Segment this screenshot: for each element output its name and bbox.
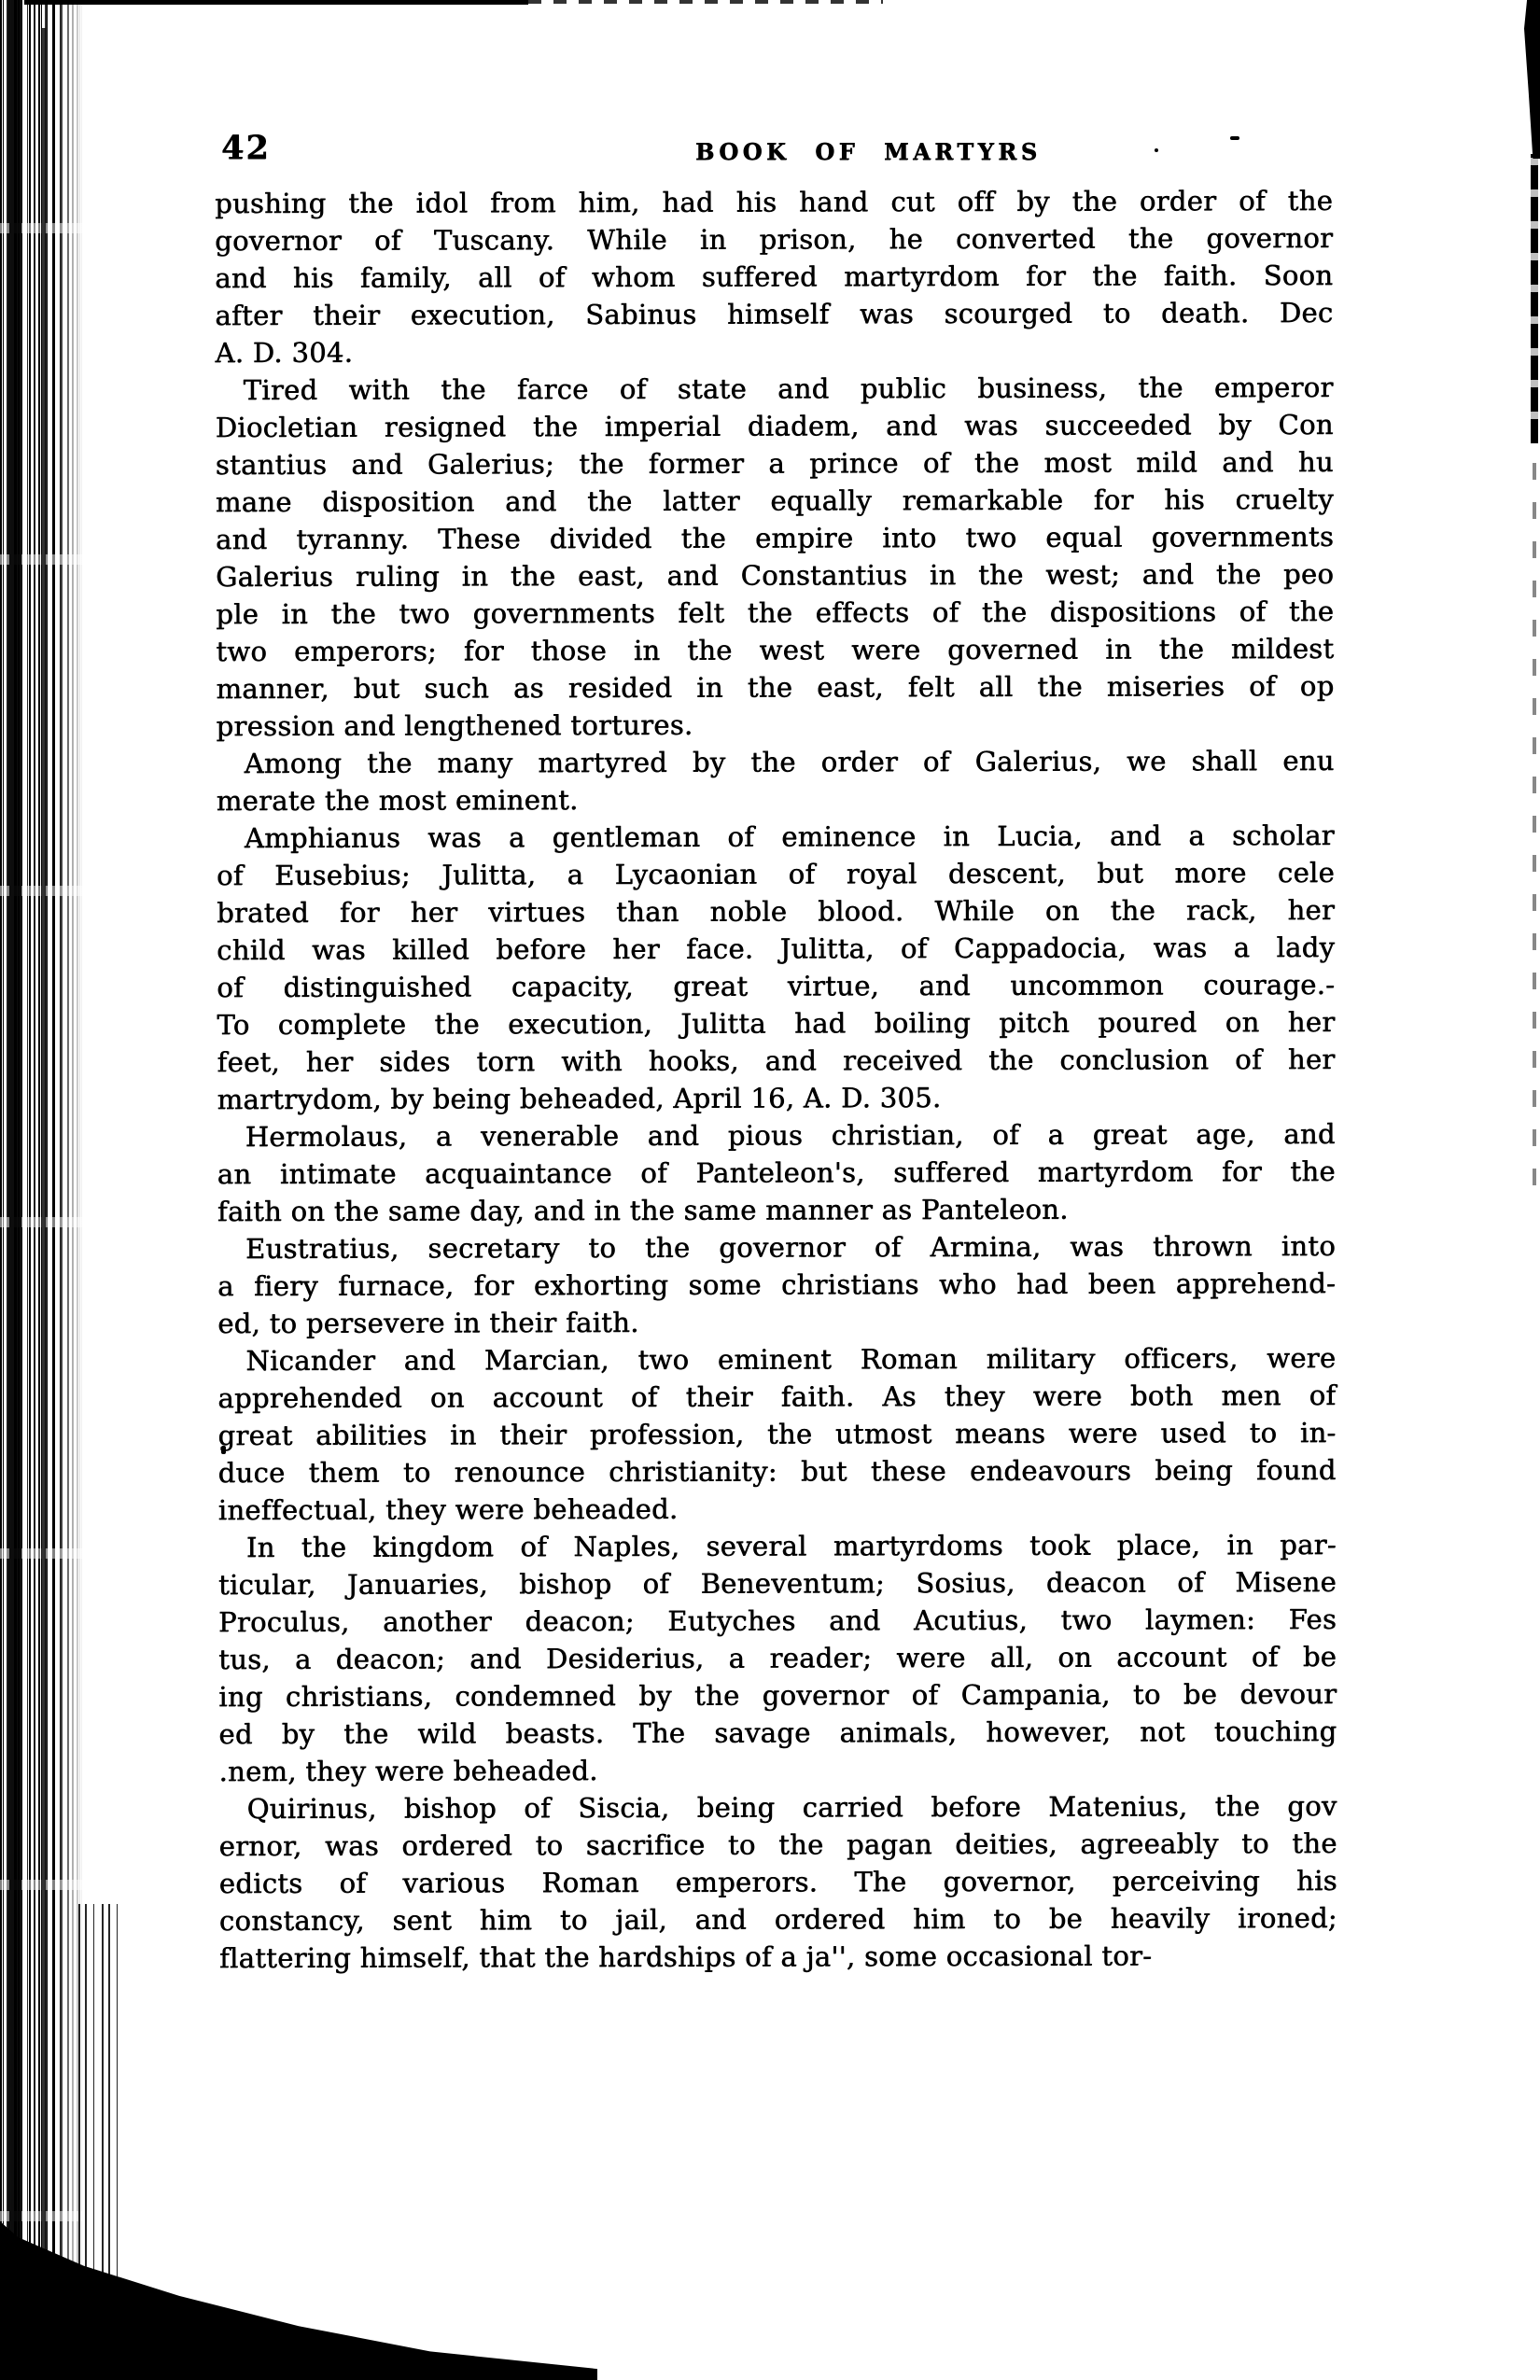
ink-speck: [1230, 136, 1239, 140]
text-line: ed, to persevere in their faith.: [217, 1306, 639, 1339]
text-line: merate the most eminent.: [216, 783, 579, 817]
paragraph: [217, 1115, 1336, 1230]
paragraph: [219, 1787, 1338, 1977]
text-line: brated for her virtues than noble blood. While on the rack, her: [216, 893, 1336, 929]
text-line: A. D. 304.: [215, 336, 354, 369]
text-line: Eustratius, secretary to the governor of Armina, was thrown into: [245, 1229, 1337, 1265]
text-line: tus, a deacon; and Desiderius, a reader; were all, on account of be: [218, 1640, 1337, 1675]
text-line: .nem, they were beheaded.: [218, 1754, 598, 1787]
text-line: governor of Tuscany. While in prison, he converted the governor: [215, 221, 1334, 257]
text-line: child was killed before her face. Julitta, of Cappadocia, was a lady: [217, 931, 1336, 966]
text-line: ed by the wild beasts. The savage animals, however, not touching: [218, 1715, 1337, 1750]
text-line: pression and lengthened tortures.: [216, 708, 693, 742]
text-line: Galerius ruling in the east, and Constantius in the west; and the peo: [216, 557, 1335, 593]
paragraph: [217, 817, 1336, 1118]
ink-speck: [1155, 148, 1158, 152]
text-line: edicts of various Roman emperors. The governor, perceiving his: [218, 1864, 1337, 1899]
text-line: Proculus, another deacon; Eutyches and Acutius, two laymen: Fes: [217, 1603, 1337, 1638]
page-text: [215, 182, 1337, 1977]
text-line: manner, but such as resided in the east, felt all the miseries of op: [216, 669, 1335, 705]
running-header-title: BOOK OF MARTYRS: [695, 138, 1042, 165]
text-line: Nicander and Marcian, two eminent Roman military officers, were: [245, 1341, 1337, 1377]
text-line: faith on the same day, and in the same manner as Panteleon.: [217, 1193, 1069, 1227]
scan-gutter-streak: [41, 28, 46, 2361]
paragraph: [217, 1227, 1336, 1342]
text-line: and his family, all of whom suffered martyrdom for the faith. Soon: [215, 259, 1334, 294]
text-line: apprehended on account of their faith. As they were both men of: [217, 1379, 1337, 1414]
text-line: Quirinus, bishop of Siscia, being carried before Matenius, the gov: [246, 1789, 1337, 1825]
paragraph: [215, 182, 1334, 371]
text-line: an intimate acquaintance of Panteleon's, suffered martyrdom for the: [217, 1155, 1336, 1190]
text-line: Among the many martyred by the order of Galerius, we shall enu: [244, 744, 1335, 779]
text-line: Diocletian resigned the imperial diadem, and was succeeded by Con: [215, 408, 1334, 443]
scan-gutter-texture-lower: [78, 1904, 123, 2315]
text-line: pushing the idol from him, had his hand cut off by the order of the: [215, 184, 1334, 219]
text-line: Amphianus was a gentleman of eminence in Lucia, and a scholar: [244, 819, 1335, 854]
text-line: two emperors; for those in the west were governed in the mildest: [216, 632, 1335, 667]
text-line: To complete the execution, Julitta had boiling pitch poured on her: [217, 1005, 1336, 1041]
text-line: after their execution, Sabinus himself was scourged to death. Dec: [215, 296, 1334, 331]
text-line: ineffectual, they were beheaded.: [217, 1492, 679, 1526]
scan-gutter-streak: [9, 0, 21, 2380]
text-line: ple in the two governments felt the effects of the dispositions of the: [216, 595, 1335, 630]
text-line: stantius and Galerius; the former a prince of the most mild and hu: [215, 445, 1334, 481]
text-line: feet, her sides torn with hooks, and received the conclusion of her: [217, 1043, 1336, 1078]
text-line: Tired with the farce of state and public business, the emperor: [243, 371, 1334, 406]
paragraph: [217, 742, 1335, 819]
scan-edge-right-fade: [1531, 154, 1538, 443]
scan-edge-top: [24, 0, 528, 5]
text-line: of distinguished capacity, great virtue, and uncommon courage.-: [217, 968, 1336, 1003]
page-number: 42: [221, 129, 271, 167]
paragraph: [217, 1339, 1337, 1529]
text-line: In the kingdom of Naples, several martyrdoms took place, in par-: [245, 1528, 1337, 1563]
scan-edge-top-dots: [528, 0, 883, 4]
text-line: martrydom, by being beheaded, April 16, A. D. 305.: [217, 1081, 942, 1115]
text-line: ernor, was ordered to sacrifice to the pagan deities, agreeably to the: [218, 1827, 1337, 1862]
scan-edge-right: [1524, 0, 1540, 159]
text-line: a fiery furnace, for exhorting some christians who had been apprehend-: [217, 1267, 1337, 1302]
text-line: flattering himself, that the hardships of a ja'', some occasional tor-: [218, 1939, 1153, 1974]
text-line: duce them to renounce christianity: but these endeavours being found: [217, 1453, 1337, 1489]
text-line: and tyranny. These divided the empire into two equal governments: [215, 520, 1335, 555]
text-line: ticular, Januaries, bishop of Beneventum; Sosius, deacon of Misene: [217, 1565, 1337, 1601]
scan-edge-right-specks: [1533, 439, 1536, 1185]
paragraph: [216, 369, 1335, 745]
text-line: of Eusebius; Julitta, a Lycaonian of royal descent, but more cele: [216, 856, 1335, 891]
text-line: great abilities in their profession, the utmost means were used to in-: [217, 1416, 1337, 1451]
text-line: constancy, sent him to jail, and ordered him to be heavily ironed;: [218, 1901, 1337, 1937]
text-line: Hermolaus, a venerable and pious christian, of a great age, and: [245, 1117, 1336, 1153]
text-line: mane disposition and the latter equally remarkable for his cruelty: [215, 483, 1334, 518]
text-line: ing christians, condemned by the governor of Campania, to be devour: [218, 1677, 1337, 1713]
paragraph: [218, 1526, 1337, 1790]
